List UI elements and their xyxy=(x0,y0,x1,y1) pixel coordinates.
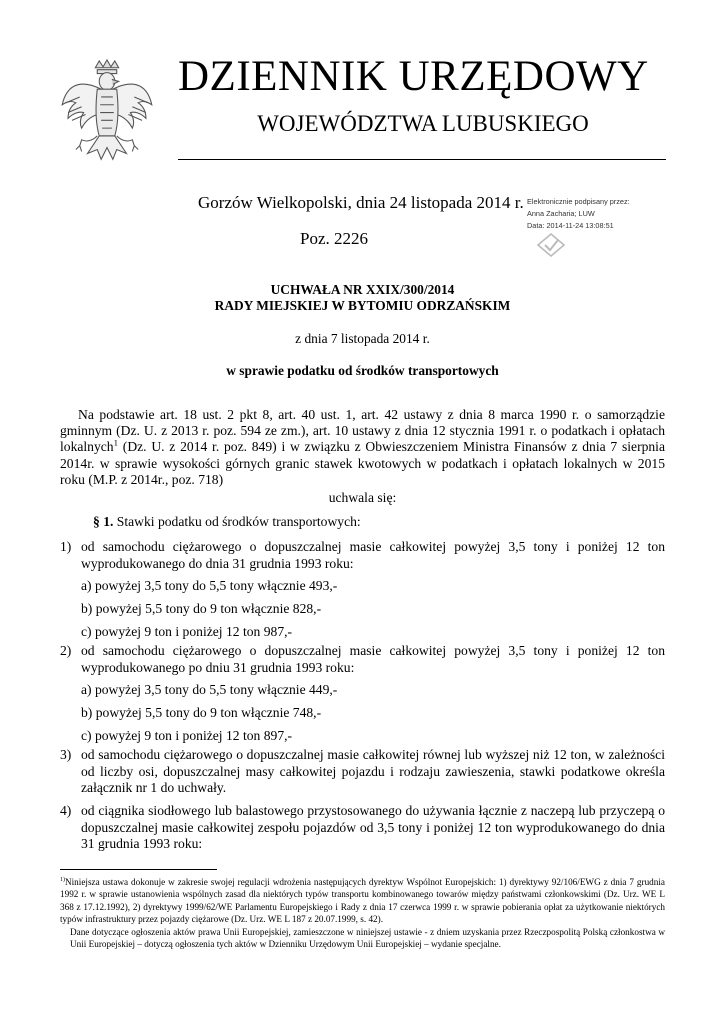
footnote-divider xyxy=(60,869,217,870)
signature-date: Data: 2014-11-24 13:08:51 xyxy=(527,221,614,230)
footnote-paragraph xyxy=(60,926,665,951)
sub-item: b) powyżej 5,5 tony do 9 ton włącznie 828,- xyxy=(81,601,322,616)
section-1-text: Stawki podatku od środków transportowych: xyxy=(113,514,361,529)
resolution-title: UCHWAŁA NR XXIX/300/2014 xyxy=(270,282,455,297)
footnote-marker: 1) xyxy=(60,876,65,883)
resolution-subject: w sprawie podatku od środków transportowych xyxy=(226,363,499,378)
polish-eagle-emblem-icon xyxy=(58,58,156,170)
footnote-text: Niniejsza ustawa dokonuje w zakresie swojej regulacji wdrożenia następujących dyrektyw Wspólnot Europejskich: 1) dyrektywy 92/106/EWG z dnia 7 grudnia 1992 r. w sprawie ustanowienia wspólnych zasad dla niektórych typów transportu kombinowanego towarów między państwami członkowskimi (Dz. Urz. WE L 368 z 17.12.1992), 2) dyrektywy 1999/62/WE Parlamentu Europejskiego i Rady z dnia 17 czerwca 1999 r. w sprawie pobierania opłat za użytkowanie niektórych typów infrastruktury przez pojazdy ciężarowe (Dz. Urz. WE L 187 z 20.07.1999, s. 42). xyxy=(60,877,665,925)
preamble-text: Na podstawie art. 18 ust. 2 pkt 8, art. 40 ust. 1, art. 42 ustawy z dnia 8 marca 1990 r. o samorządzie gminnym (Dz. U. z 2013 r. poz. 594 ze zm.), art. 10 ustawy z dnia 12 stycznia 1991 r. o podatkach i opłatach lokalnych xyxy=(60,407,665,455)
signature-signer: Anna Zacharia; LUW xyxy=(527,209,595,218)
signature-line: Elektronicznie podpisany przez: xyxy=(527,197,630,206)
signature-check-icon xyxy=(536,232,566,258)
footnote-paragraph xyxy=(60,876,665,926)
resolution-council: RADY MIEJSKIEJ W BYTOMIU ODRZAŃSKIM xyxy=(214,298,511,313)
masthead-divider xyxy=(178,159,666,160)
footnote-text: Dane dotyczące ogłoszenia aktów prawa Unii Europejskiej, zamieszczone w niniejszej ustawie - z dniem uzyskania przez Rzeczpospolitą Polską członkostwa w Unii Europejskiej – dotyczą ogłoszenia tych aktów w Dzienniku Urzędowym Unii Europejskiej – wydanie specjalne. xyxy=(70,926,665,950)
place-and-date: Gorzów Wielkopolski, dnia 24 listopada 2014 r. xyxy=(198,193,524,212)
list-item-number: 3) xyxy=(60,747,72,762)
resolves-clause: uchwala się: xyxy=(328,490,397,505)
list-item xyxy=(60,643,665,676)
section-1 xyxy=(93,514,361,530)
position-number: Poz. 2226 xyxy=(300,229,368,248)
list-item xyxy=(60,803,665,853)
sub-item: a) powyżej 3,5 tony do 5,5 tony włącznie 493,- xyxy=(81,578,338,593)
list-item xyxy=(60,539,665,572)
sub-item: c) powyżej 9 ton i poniżej 12 ton 897,- xyxy=(81,728,293,743)
list-item-number: 4) xyxy=(60,803,72,818)
sub-item: c) powyżej 9 ton i poniżej 12 ton 987,- xyxy=(81,624,293,639)
list-item-number: 1) xyxy=(60,539,72,554)
preamble xyxy=(60,407,665,488)
preamble-text-continued: (Dz. U. z 2014 r. poz. 849) i w związku z Obwieszczeniem Ministra Finansów z dnia 7 sierpnia 2014r. w sprawie wysokości górnych granic stawek kwotowych w podatkach i opłatach lokalnych w 2015 roku (M.P. z 2014r., poz. 718) xyxy=(60,439,665,487)
footnote xyxy=(60,876,665,950)
footnote-reference: 1 xyxy=(113,437,119,448)
list-item-text: od samochodu ciężarowego o dopuszczalnej masie całkowitej powyżej 3,5 tony i poniżej 12 ton wyprodukowanego do dnia 31 grudnia 1993 roku: xyxy=(81,539,665,571)
masthead-title: DZIENNIK URZĘDOWY xyxy=(178,53,649,100)
sub-item: a) powyżej 3,5 tony do 5,5 tony włącznie 449,- xyxy=(81,682,338,697)
list-item-text: od samochodu ciężarowego o dopuszczalnej masie całkowitej równej lub wyższej niż 12 ton, w zależności od liczby osi, dopuszczalnej masy całkowitej pojazdu i rodzaju zawieszenia, stawki podatkowe określa załącznik nr 1 do uchwały. xyxy=(81,747,665,795)
masthead-subtitle: WOJEWÓDZTWA LUBUSKIEGO xyxy=(257,111,589,136)
electronic-signature xyxy=(527,196,630,232)
section-1-label: § 1. xyxy=(93,514,114,529)
list-item-text: od samochodu ciężarowego o dopuszczalnej masie całkowitej powyżej 3,5 tony i poniżej 12 ton wyprodukowanego po dniu 31 grudnia 1993 roku: xyxy=(81,643,665,675)
resolution-date: z dnia 7 listopada 2014 r. xyxy=(295,331,430,346)
list-item-text: od ciągnika siodłowego lub balastowego przystosowanego do używania łącznie z naczepą lub przyczepą o dopuszczalnej masie całkowitej zespołu pojazdów od 3,5 tony i poniżej 12 ton wyprodukowanego do dnia 31 grudnia 1993 roku: xyxy=(81,803,665,851)
list-item xyxy=(60,747,665,797)
sub-item: b) powyżej 5,5 tony do 9 ton włącznie 748,- xyxy=(81,705,322,720)
list-item-number: 2) xyxy=(60,643,72,658)
